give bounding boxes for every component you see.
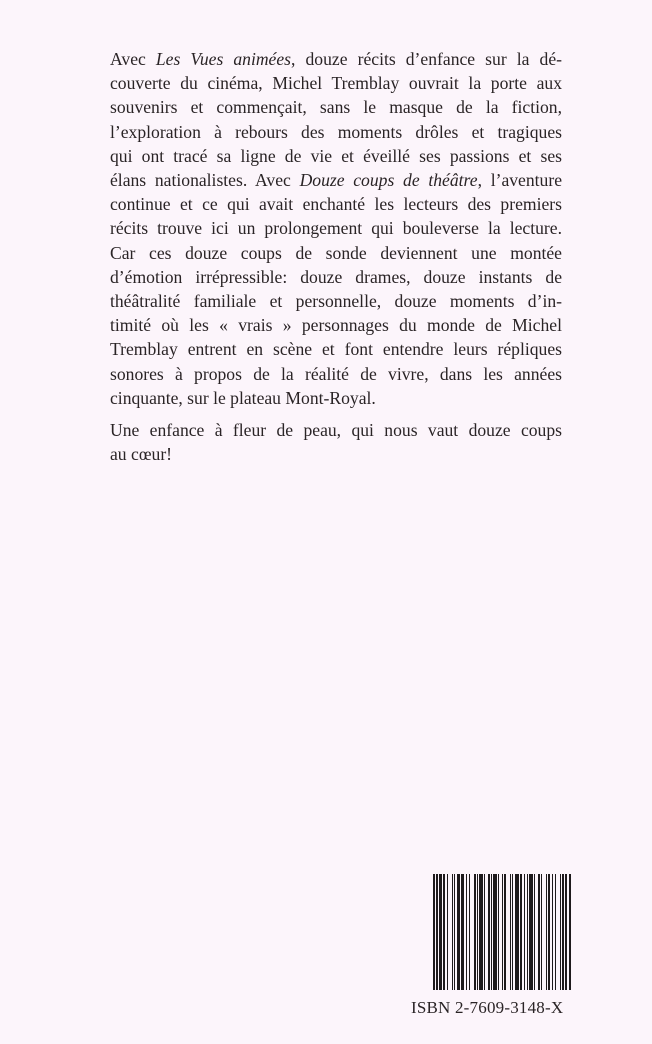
blurb-line [110,265,562,289]
blurb-line [110,144,562,168]
blurb-line [110,418,562,442]
blurb-paragraph [110,47,562,410]
blurb-line [110,289,562,313]
blurb-line [110,71,562,95]
barcode-space [571,874,572,990]
blurb-text: Avec [110,49,156,69]
book-title: Douze coups de théâtre [299,170,478,191]
blurb-line [110,386,562,410]
blurb-line [110,241,562,265]
barcode-icon [433,874,573,990]
blurb-text: Une enfance à fleur de peau, qui nous vaut douze coups [110,420,562,441]
book-title: Les Vues animées [155,49,292,69]
blurb-text: cinquante, sur le plateau Mont-Royal. [110,387,376,408]
blurb-text: couverte du cinéma, Michel Tremblay ouvrait la porte aux [110,73,562,94]
blurb-text: souvenirs et commençait, sans le masque de la fiction, [110,97,562,118]
blurb-text: élans nationalistes. Avec [110,170,300,191]
blurb-text: théâtralité familiale et personnelle, douze moments d’in- [110,291,562,312]
blurb-text: , douze récits d’enfance sur la dé- [291,49,562,69]
blurb-line [110,442,562,466]
blurb-text: au cœur! [110,444,173,465]
blurb-line [110,47,562,71]
blurb-text: continue et ce qui avait enchanté les lecteurs des premiers [110,194,562,215]
blurb-text: , l’aventure [477,170,563,191]
blurb-line [110,362,562,386]
blurb-text: Car ces douze coups de sonde deviennent une montée [110,242,562,263]
blurb-text: d’émotion irrépressible: douze drames, douze instants de [110,266,562,287]
blurb-text: sonores à propos de la réalité de vivre, dans les années [110,363,562,384]
blurb-line [110,168,562,192]
blurb-text: récits trouve ici un prolongement qui bouleverse la lecture. [110,218,562,239]
blurb-text: l’exploration à rebours des moments drôles et tragiques [110,121,562,142]
blurb-paragraph [110,418,562,466]
isbn-number: ISBN 2-7609-3148-X [411,998,564,1017]
blurb-line [110,192,562,216]
back-cover-blurb [110,47,562,466]
blurb-line [110,216,562,240]
blurb-line [110,120,562,144]
blurb-text: qui ont tracé sa ligne de vie et éveillé ses passions et ses [110,145,562,166]
blurb-line [110,337,562,361]
blurb-line [110,313,562,337]
blurb-text: timité où les « vrais » personnages du monde de Michel [110,315,562,336]
blurb-text: Tremblay entrent en scène et font entendre leurs répliques [110,339,562,360]
blurb-line [110,95,562,119]
